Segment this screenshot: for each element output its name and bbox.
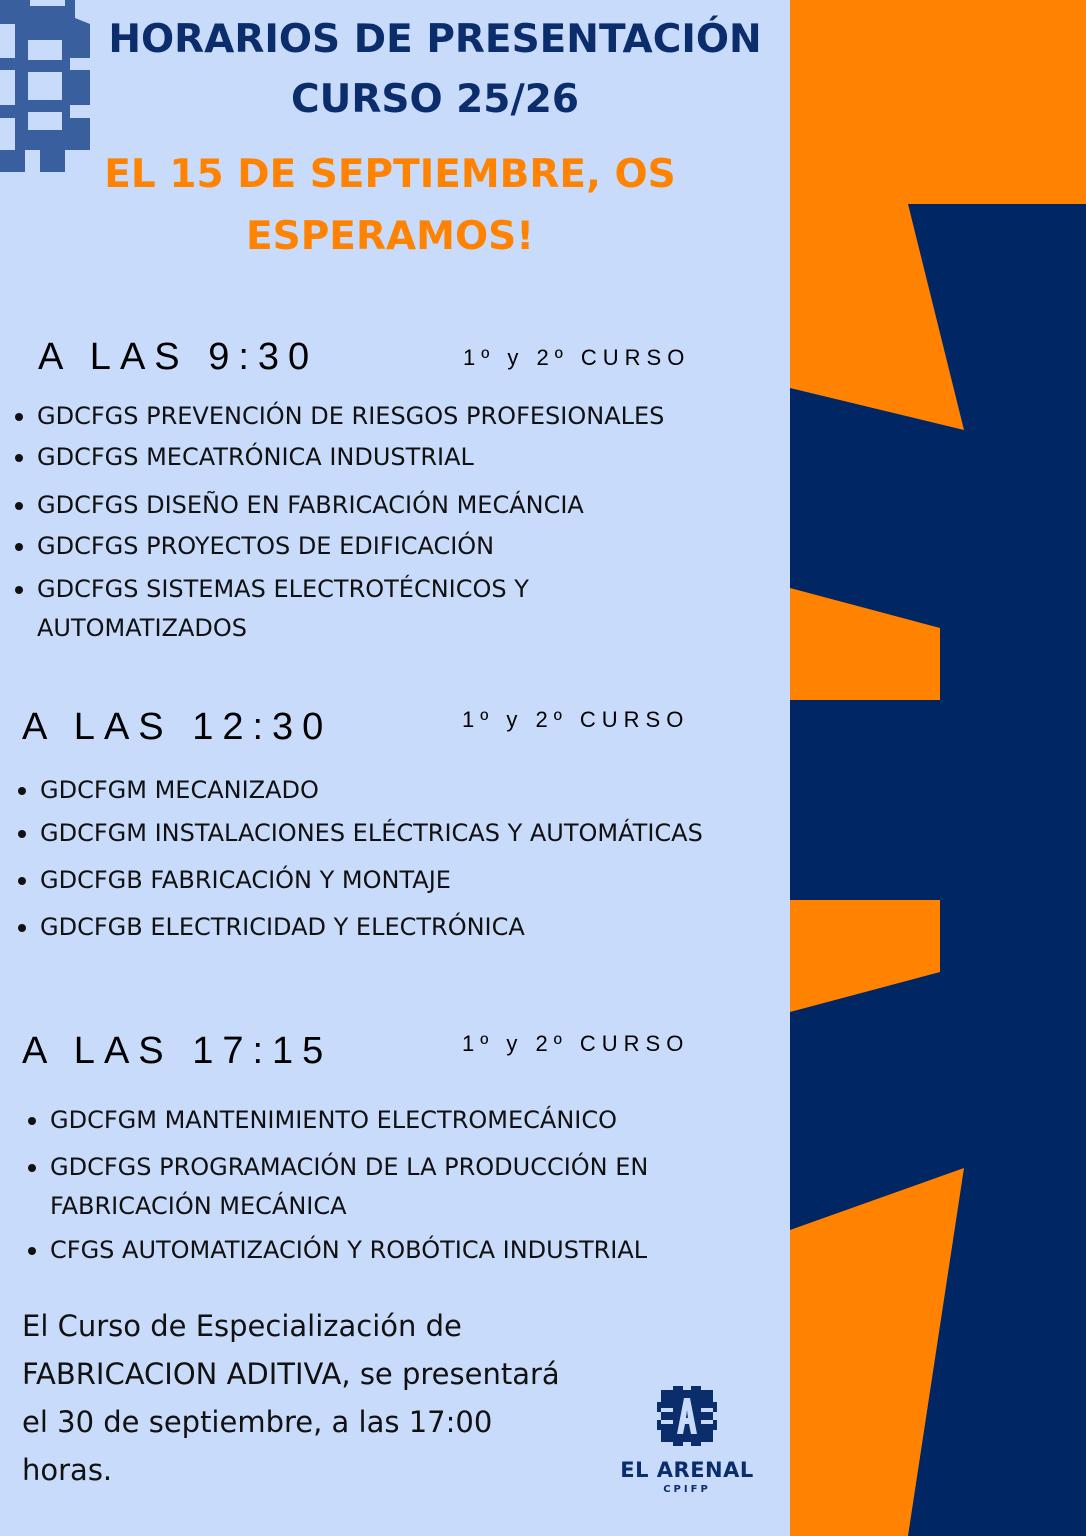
course-list-item: GDCFGS SISTEMAS ELECTROTÉCNICOS Y <box>37 575 529 603</box>
course-list-item: GDCFGS DISEÑO EN FABRICACIÓN MECÁNCIA <box>37 491 584 519</box>
session-time: A LAS 17:15 <box>22 1030 333 1072</box>
logo-subtitle: CPIFP <box>663 1484 711 1495</box>
course-list-item: GDCFGM MECANIZADO <box>40 776 319 804</box>
course-list-item: GDCFGS MECATRÓNICA INDUSTRIAL <box>37 443 474 471</box>
corner-gear-mark <box>0 0 95 180</box>
note-line: horas. <box>22 1453 113 1487</box>
decorative-stripe <box>790 0 1086 1536</box>
course-list-item-continued: AUTOMATIZADOS <box>37 614 247 642</box>
note-line: FABRICACION ADITIVA, se presentará <box>22 1357 560 1391</box>
course-list-item: GDCFGM INSTALACIONES ELÉCTRICAS Y AUTOMÁTICAS <box>40 819 703 847</box>
course-list-item: GDCFGM MANTENIMIENTO ELECTROMECÁNICO <box>50 1106 617 1134</box>
course-list-item: GDCFGS PREVENCIÓN DE RIESGOS PROFESIONALES <box>37 402 665 430</box>
session-courses-label: 1º y 2º CURSO <box>462 707 690 732</box>
session-courses-label: 1º y 2º CURSO <box>463 345 691 370</box>
session-time: A LAS 9:30 <box>38 336 319 378</box>
gear-a-logo-icon <box>655 1384 719 1448</box>
special-course-note <box>22 1302 622 1494</box>
session-courses-label: 1º y 2º CURSO <box>462 1031 690 1056</box>
course-list-item: GDCFGS PROGRAMACIÓN DE LA PRODUCCIÓN EN <box>50 1153 649 1181</box>
title-line-2: CURSO 25/26 <box>291 77 579 122</box>
course-list-item: GDCFGB FABRICACIÓN Y MONTAJE <box>40 866 451 894</box>
course-list-item: CFGS AUTOMATIZACIÓN Y ROBÓTICA INDUSTRIAL <box>50 1236 648 1264</box>
el-arenal-logo <box>612 1384 762 1495</box>
gear-shape-graphic <box>790 0 1086 1536</box>
title-line-1: HORARIOS DE PRESENTACIÓN <box>108 17 762 62</box>
note-line: El Curso de Especialización de <box>22 1309 462 1343</box>
logo-name: EL ARENAL <box>620 1458 754 1482</box>
subtitle-line-2: ESPERAMOS! <box>245 214 534 259</box>
course-list-item: GDCFGS PROYECTOS DE EDIFICACIÓN <box>37 532 495 560</box>
course-list-item: GDCFGB ELECTRICIDAD Y ELECTRÓNICA <box>40 913 525 941</box>
note-line: el 30 de septiembre, a las 17:00 <box>22 1405 493 1439</box>
session-time: A LAS 12:30 <box>22 706 333 748</box>
course-list-item-continued: FABRICACIÓN MECÁNICA <box>50 1192 347 1220</box>
subtitle-line-1: EL 15 DE SEPTIEMBRE, OS <box>104 152 676 197</box>
